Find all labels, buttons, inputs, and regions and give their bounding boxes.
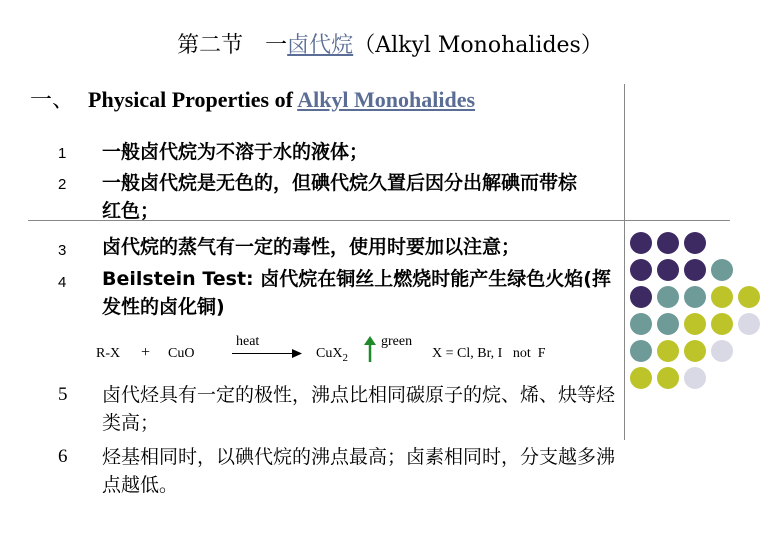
list-item [102,443,615,499]
decorative-dot [684,340,706,362]
decorative-dot [630,259,652,281]
decorative-dot [630,340,652,362]
item-text: 卤代烷的蒸气有一定的毒性，使用时要加以注意； [102,236,521,258]
item-text-line2: 类高； [102,412,160,434]
vertical-divider [624,84,625,440]
eq-plus: + [141,344,151,361]
decorative-dot [738,313,760,335]
decorative-dot [711,259,733,281]
decorative-dot [630,286,652,308]
item-number: 5 [58,384,68,405]
item-number: 3 [58,242,67,259]
section-marker: 一、 [30,88,75,113]
eq-condition: heat [236,334,260,349]
decorative-dot [630,232,652,254]
section-text: Physical Properties of [88,87,298,112]
decorative-dot [684,313,706,335]
title-prefix: 第二节 一 [177,33,288,58]
green-up-arrow-icon [364,336,376,362]
decorative-dot-grid [630,232,770,402]
decorative-dot [738,286,760,308]
decorative-dot [657,232,679,254]
decorative-dot [630,367,652,389]
decorative-dot [711,313,733,335]
eq-definition: X = Cl, Br, I not F [432,346,546,361]
section-heading [30,83,475,114]
list-item [102,169,577,225]
item-number: 1 [58,145,67,162]
item-text: 一般卤代烷为不溶于水的液体； [102,141,369,163]
decorative-dot [657,259,679,281]
decorative-dot [657,313,679,335]
decorative-dot [630,313,652,335]
reaction-arrow-head-icon [292,349,302,358]
list-item [102,233,520,261]
item-text-line1: 一般卤代烷是无色的，但碘代烷久置后因分出解碘而带棕 [102,172,578,194]
decorative-dot [684,232,706,254]
item-number: 2 [58,176,67,193]
item-number: 4 [58,274,67,291]
item-text-line2: 发性的卤化铜) [102,296,225,318]
item-text-line2: 点越低。 [102,474,179,496]
list-item [102,265,611,321]
list-item [102,381,615,437]
item-text-line2: 红色； [102,200,160,222]
decorative-dot [684,367,706,389]
title-suffix: （Alkyl Monohalides） [353,33,603,58]
reaction-arrow-line [232,353,298,354]
item-text-line1: 烃基相同时，以碘代烷的沸点最高；卤素相同时，分支越多沸 [102,446,616,468]
item-text-line1: 卤代烃具有一定的极性，沸点比相同碳原子的烷、烯、炔等烃 [102,384,616,406]
decorative-dot [657,367,679,389]
page-title [0,28,780,59]
eq-product [316,346,348,364]
decorative-dot [684,286,706,308]
list-item [102,138,368,166]
eq-reagent: CuO [168,346,195,361]
eq-product-subscript: 2 [342,351,348,364]
eq-product-base: CuX [316,346,343,361]
item-text-line1: Beilstein Test: 卤代烷在铜丝上燃烧时能产生绿色火焰(挥 [102,268,611,290]
decorative-dot [657,340,679,362]
eq-reactant: R-X [96,346,121,361]
decorative-dot [657,286,679,308]
section-link[interactable]: Alkyl Monohalides [297,87,476,112]
eq-color-note: green [381,334,413,349]
item-number: 6 [58,446,68,467]
title-link[interactable]: 卤代烷 [287,33,354,58]
decorative-dot [711,286,733,308]
decorative-dot [711,340,733,362]
decorative-dot [684,259,706,281]
